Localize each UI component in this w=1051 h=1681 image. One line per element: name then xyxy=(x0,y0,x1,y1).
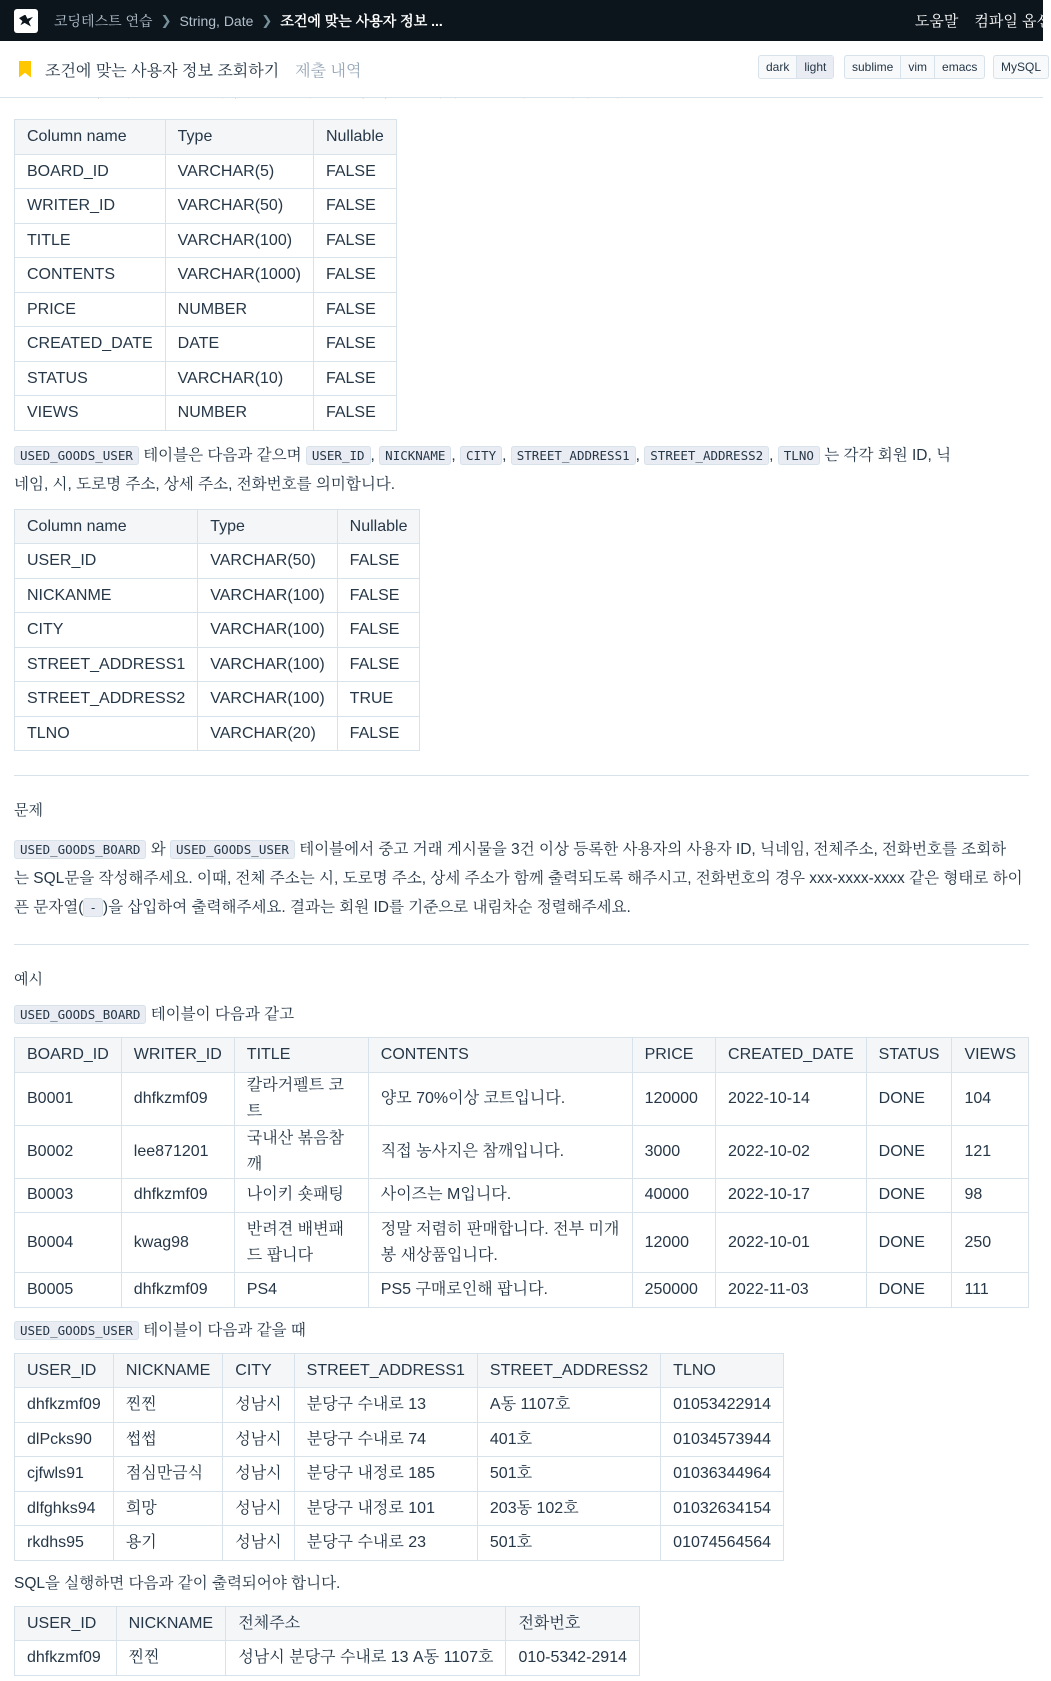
table-cell: 3000 xyxy=(632,1125,715,1178)
table-cell: PRICE xyxy=(15,292,166,327)
table-cell: TRUE xyxy=(337,682,420,717)
table-cell: 40000 xyxy=(632,1178,715,1213)
table-cell: 2022-10-17 xyxy=(716,1178,867,1213)
table-cell: STATUS xyxy=(15,361,166,396)
table-cell: 직접 농사지은 참깨입니다. xyxy=(368,1125,632,1178)
table-cell: FALSE xyxy=(313,223,396,258)
table-cell: 칼라거펠트 코트 xyxy=(234,1072,368,1125)
table-cell: 01032634154 xyxy=(661,1491,784,1526)
table-cell: 2022-10-02 xyxy=(716,1125,867,1178)
table-cell: 나이키 숏패팅 xyxy=(234,1178,368,1213)
table-row xyxy=(15,154,397,189)
table-cell: 010-5342-2914 xyxy=(506,1641,640,1676)
table-row xyxy=(15,613,420,648)
table-cell: VARCHAR(100) xyxy=(165,223,313,258)
inline-code: NICKNAME xyxy=(379,446,451,465)
table-cell: dlPcks90 xyxy=(15,1422,114,1457)
user-example-label xyxy=(14,1316,1029,1345)
table-header: TLNO xyxy=(661,1353,784,1388)
table-cell: rkdhs95 xyxy=(15,1526,114,1561)
theme-dark-button[interactable]: dark xyxy=(759,56,797,78)
table-cell: TLNO xyxy=(15,716,198,751)
table-cell: 121 xyxy=(952,1125,1029,1178)
table-header-row xyxy=(15,120,397,155)
table-row xyxy=(15,1125,1029,1178)
compile-options-button[interactable]: 컴파일 옵션 xyxy=(974,13,1051,30)
problem-heading: 문제 xyxy=(14,802,43,819)
description-text: 테이블에서 중고 거래 게시물을 3건 이상 등록한 사용자의 사용자 ID, 닉네임, 전체주소, 전화번호를 조회하 xyxy=(299,841,1007,858)
table-cell: 250000 xyxy=(632,1273,715,1308)
table-cell: STREET_ADDRESS1 xyxy=(15,647,198,682)
description-text: 테이블이 다음과 같을 때 xyxy=(143,1321,306,1339)
table-cell: DONE xyxy=(866,1273,952,1308)
table-cell: TITLE xyxy=(15,223,166,258)
table-cell: VARCHAR(5) xyxy=(165,154,313,189)
table-row xyxy=(15,647,420,682)
description-text: 와 xyxy=(150,841,166,858)
punctuation: , xyxy=(370,446,375,464)
table-cell: FALSE xyxy=(337,578,420,613)
inline-code: USED_GOODS_USER xyxy=(170,840,295,859)
table-cell: VARCHAR(50) xyxy=(165,189,313,224)
table-header: 전화번호 xyxy=(506,1606,640,1641)
table-header-row xyxy=(15,1038,1029,1073)
page-title: 조건에 맞는 사용자 정보 조회하기 xyxy=(45,62,280,80)
table-header: WRITER_ID xyxy=(121,1038,234,1073)
table-header: STREET_ADDRESS1 xyxy=(294,1353,477,1388)
table-cell: dhfkzmf09 xyxy=(121,1072,234,1125)
table-cell: 111 xyxy=(952,1273,1029,1308)
problem-statement xyxy=(14,835,1029,922)
table-cell: VARCHAR(100) xyxy=(198,682,337,717)
theme-light-button[interactable]: light xyxy=(797,56,833,78)
table-cell: 98 xyxy=(952,1178,1029,1213)
table-cell: 정말 저렴히 판매합니다. 전부 미개봉 새상품입니다. xyxy=(368,1213,632,1273)
table-row xyxy=(15,716,420,751)
table-header: 전체주소 xyxy=(226,1606,506,1641)
section-divider xyxy=(14,944,1029,945)
table-row xyxy=(15,1178,1029,1213)
table-row xyxy=(15,1526,784,1561)
chevron-right-icon: ❯ xyxy=(160,12,172,28)
table-cell: 성남시 xyxy=(223,1422,294,1457)
inline-code: - xyxy=(83,898,103,917)
table-row xyxy=(15,1273,1029,1308)
description-text: 는 SQL문을 작성해주세요. 이때, 전체 주소는 시, 도로명 주소, 상세 주소가 함께 출력되도록 해주시고, 전화번호의 경우 xxx-xxxx-xxxx 같은 형태로 하이 xyxy=(14,870,1023,887)
table-cell: STREET_ADDRESS2 xyxy=(15,682,198,717)
table-cell: 성남시 xyxy=(223,1457,294,1492)
table-cell: dhfkzmf09 xyxy=(121,1178,234,1213)
table-header: NICKNAME xyxy=(113,1353,222,1388)
table-header: Nullable xyxy=(313,120,396,155)
table-cell: 2022-10-14 xyxy=(716,1072,867,1125)
table-row xyxy=(15,1213,1029,1273)
table-cell: 성남시 xyxy=(223,1526,294,1561)
inline-code: USER_ID xyxy=(306,446,371,465)
table-cell: 01034573944 xyxy=(661,1422,784,1457)
table-cell: FALSE xyxy=(313,361,396,396)
editor-emacs-button[interactable]: emacs xyxy=(942,60,978,74)
punctuation: , xyxy=(769,446,774,464)
description-text: 테이블은 다음과 같으며 xyxy=(143,446,302,464)
table-cell: FALSE xyxy=(337,613,420,648)
section-divider xyxy=(14,775,1029,776)
table-cell: 104 xyxy=(952,1072,1029,1125)
table-cell: FALSE xyxy=(313,189,396,224)
board-example-table xyxy=(14,1037,1029,1308)
table-cell: 01074564564 xyxy=(661,1526,784,1561)
table-header: Type xyxy=(165,120,313,155)
table-cell: CITY xyxy=(15,613,198,648)
table-header: PRICE xyxy=(632,1038,715,1073)
table-row xyxy=(15,223,397,258)
description-text: 테이블이 다음과 같고 xyxy=(150,1006,295,1023)
table-cell: 분당구 내정로 101 xyxy=(294,1491,477,1526)
problem-description xyxy=(14,85,1029,1676)
problem-header xyxy=(0,41,1043,98)
table-row xyxy=(15,1641,640,1676)
table-cell: 분당구 수내로 13 xyxy=(294,1388,477,1423)
inline-code: USED_GOODS_USER xyxy=(14,446,139,465)
table-header-row xyxy=(15,509,420,544)
table-row xyxy=(15,361,397,396)
editor-mode-toggle xyxy=(844,55,985,79)
table-cell: NICKANME xyxy=(15,578,198,613)
table-cell: NUMBER xyxy=(165,396,313,431)
table-cell: 희망 xyxy=(113,1491,222,1526)
table-cell: 203동 102호 xyxy=(477,1491,660,1526)
table-cell: DONE xyxy=(866,1125,952,1178)
table-cell: lee871201 xyxy=(121,1125,234,1178)
table-cell: PS4 xyxy=(234,1273,368,1308)
table-row xyxy=(15,1491,784,1526)
table-cell: B0001 xyxy=(15,1072,122,1125)
table-cell: BOARD_ID xyxy=(15,154,166,189)
breadcrumb-current: 조건에 맞는 사용자 정보 ... xyxy=(280,12,443,29)
table-cell: VARCHAR(100) xyxy=(198,647,337,682)
table-cell: FALSE xyxy=(313,396,396,431)
table-cell: 찐찐 xyxy=(116,1641,226,1676)
table-cell: 사이즈는 M입니다. xyxy=(368,1178,632,1213)
table-cell: FALSE xyxy=(313,327,396,362)
table-cell: B0002 xyxy=(15,1125,122,1178)
punctuation: , xyxy=(451,446,456,464)
submission-history-link[interactable]: 제출 내역 xyxy=(295,62,362,80)
inline-code: STREET_ADDRESS2 xyxy=(644,446,769,465)
table-cell: 501호 xyxy=(477,1457,660,1492)
punctuation: , xyxy=(502,446,507,464)
table-cell: dlfghks94 xyxy=(15,1491,114,1526)
table-cell: 분당구 수내로 23 xyxy=(294,1526,477,1561)
table-cell: FALSE xyxy=(313,258,396,293)
editor-sublime-button[interactable]: sublime xyxy=(845,56,901,78)
table-cell: VIEWS xyxy=(15,396,166,431)
editor-vim-button[interactable]: vim xyxy=(901,56,935,78)
help-button[interactable]: 도움말 xyxy=(914,13,959,30)
table-header: STATUS xyxy=(866,1038,952,1073)
table-cell: 분당구 내정로 185 xyxy=(294,1457,477,1492)
table-cell: PS5 구매로인해 팝니다. xyxy=(368,1273,632,1308)
bookmark-icon xyxy=(19,61,31,78)
language-label[interactable]: MySQL xyxy=(1001,60,1042,74)
table-cell: dhfkzmf09 xyxy=(121,1273,234,1308)
description-text: 는 각각 회원 ID, 닉 xyxy=(824,446,952,464)
table-cell: dhfkzmf09 xyxy=(15,1388,114,1423)
table-cell: VARCHAR(10) xyxy=(165,361,313,396)
table-cell: kwag98 xyxy=(121,1213,234,1273)
nav-right xyxy=(899,0,1051,41)
table-cell: B0004 xyxy=(15,1213,122,1273)
breadcrumb-category[interactable]: String, Date xyxy=(179,12,254,29)
table-cell: 401호 xyxy=(477,1422,660,1457)
table-cell: VARCHAR(20) xyxy=(198,716,337,751)
table-row xyxy=(15,327,397,362)
table-cell: FALSE xyxy=(337,647,420,682)
table-header: NICKNAME xyxy=(116,1606,226,1641)
table-row xyxy=(15,1422,784,1457)
description-text: 픈 문자열( xyxy=(14,899,84,916)
table-header-row xyxy=(15,1353,784,1388)
result-table xyxy=(14,1606,640,1676)
example-heading: 예시 xyxy=(14,971,43,988)
table-header: CREATED_DATE xyxy=(716,1038,867,1073)
table-cell: 성남시 xyxy=(223,1388,294,1423)
inline-code: USED_GOODS_BOARD xyxy=(14,1005,146,1024)
inline-code: USED_GOODS_BOARD xyxy=(14,840,146,859)
table-cell: 용기 xyxy=(113,1526,222,1561)
table-header: USER_ID xyxy=(15,1353,114,1388)
table-cell: 2022-10-01 xyxy=(716,1213,867,1273)
table-cell: 성남시 xyxy=(223,1491,294,1526)
table-header: USER_ID xyxy=(15,1606,117,1641)
table-cell: 2022-11-03 xyxy=(716,1273,867,1308)
table-cell: VARCHAR(1000) xyxy=(165,258,313,293)
punctuation: , xyxy=(635,446,640,464)
table-header: Nullable xyxy=(337,509,420,544)
table-row xyxy=(15,1072,1029,1125)
table-cell: 국내산 볶음참깨 xyxy=(234,1125,368,1178)
table-cell: 반려견 배변패드 팝니다 xyxy=(234,1213,368,1273)
table-header: CONTENTS xyxy=(368,1038,632,1073)
table-header: TITLE xyxy=(234,1038,368,1073)
table-cell: 찐찐 xyxy=(113,1388,222,1423)
table-header: Column name xyxy=(15,509,198,544)
table-cell: FALSE xyxy=(337,716,420,751)
theme-toggle xyxy=(758,55,834,79)
description-text: 네임, 시, 도로명 주소, 상세 주소, 전화번호를 의미합니다. xyxy=(14,475,396,493)
table-cell: FALSE xyxy=(313,292,396,327)
programmers-logo-icon[interactable] xyxy=(14,9,38,33)
breadcrumb-coding-test[interactable]: 코딩테스트 연습 xyxy=(54,12,153,29)
table-header: STREET_ADDRESS2 xyxy=(477,1353,660,1388)
inline-code: CITY xyxy=(460,446,502,465)
chevron-right-icon: ❯ xyxy=(261,12,273,28)
table-row xyxy=(15,682,420,717)
table-cell: USER_ID xyxy=(15,544,198,579)
description-text: )을 삽입하여 출력해주세요. 결과는 회원 ID를 기준으로 내림차순 정렬해주세요. xyxy=(102,899,631,916)
table-cell: CREATED_DATE xyxy=(15,327,166,362)
table-cell: DONE xyxy=(866,1072,952,1125)
table-header: Column name xyxy=(15,120,166,155)
table-cell: VARCHAR(50) xyxy=(198,544,337,579)
inline-code: TLNO xyxy=(778,446,820,465)
table-cell: DATE xyxy=(165,327,313,362)
result-label: SQL을 실행하면 다음과 같이 출력되어야 합니다. xyxy=(14,1574,341,1592)
table-cell: FALSE xyxy=(313,154,396,189)
table-cell: 501호 xyxy=(477,1526,660,1561)
table-header: VIEWS xyxy=(952,1038,1029,1073)
user-example-table xyxy=(14,1353,784,1561)
table-cell: CONTENTS xyxy=(15,258,166,293)
table-cell: VARCHAR(100) xyxy=(198,613,337,648)
table-row xyxy=(15,578,420,613)
table-cell: 점심만금식 xyxy=(113,1457,222,1492)
table-row xyxy=(15,189,397,224)
table-cell: 양모 70%이상 코트입니다. xyxy=(368,1072,632,1125)
table-cell: FALSE xyxy=(337,544,420,579)
table-row xyxy=(15,544,420,579)
table-header: CITY xyxy=(223,1353,294,1388)
table-cell: 01053422914 xyxy=(661,1388,784,1423)
table-row xyxy=(15,1457,784,1492)
table-row xyxy=(15,292,397,327)
table-header: BOARD_ID xyxy=(15,1038,122,1073)
table-row xyxy=(15,1388,784,1423)
board-schema-table xyxy=(14,119,397,431)
table-cell: 12000 xyxy=(632,1213,715,1273)
table-header-row xyxy=(15,1606,640,1641)
table-cell: dhfkzmf09 xyxy=(15,1641,117,1676)
top-nav xyxy=(0,0,1051,41)
inline-code: STREET_ADDRESS1 xyxy=(511,446,636,465)
table-cell: 성남시 분당구 수내로 13 A동 1107호 xyxy=(226,1641,506,1676)
table-cell: B0003 xyxy=(15,1178,122,1213)
table-cell: 썹썹 xyxy=(113,1422,222,1457)
table-cell: A동 1107호 xyxy=(477,1388,660,1423)
user-schema-table xyxy=(14,509,420,752)
table-cell: DONE xyxy=(866,1178,952,1213)
breadcrumb xyxy=(54,11,443,31)
table-cell: cjfwls91 xyxy=(15,1457,114,1492)
language-select[interactable] xyxy=(993,55,1049,79)
board-example-label xyxy=(14,1000,1029,1029)
inline-code: USED_GOODS_USER xyxy=(14,1321,139,1340)
table-row xyxy=(15,258,397,293)
table-header: Type xyxy=(198,509,337,544)
table-cell: VARCHAR(100) xyxy=(198,578,337,613)
table-cell: 분당구 수내로 74 xyxy=(294,1422,477,1457)
table-cell: B0005 xyxy=(15,1273,122,1308)
user-table-description xyxy=(14,441,1029,499)
table-cell: 01036344964 xyxy=(661,1457,784,1492)
table-cell: WRITER_ID xyxy=(15,189,166,224)
table-cell: DONE xyxy=(866,1213,952,1273)
table-row xyxy=(15,396,397,431)
table-cell: 120000 xyxy=(632,1072,715,1125)
table-cell: NUMBER xyxy=(165,292,313,327)
table-cell: 250 xyxy=(952,1213,1029,1273)
